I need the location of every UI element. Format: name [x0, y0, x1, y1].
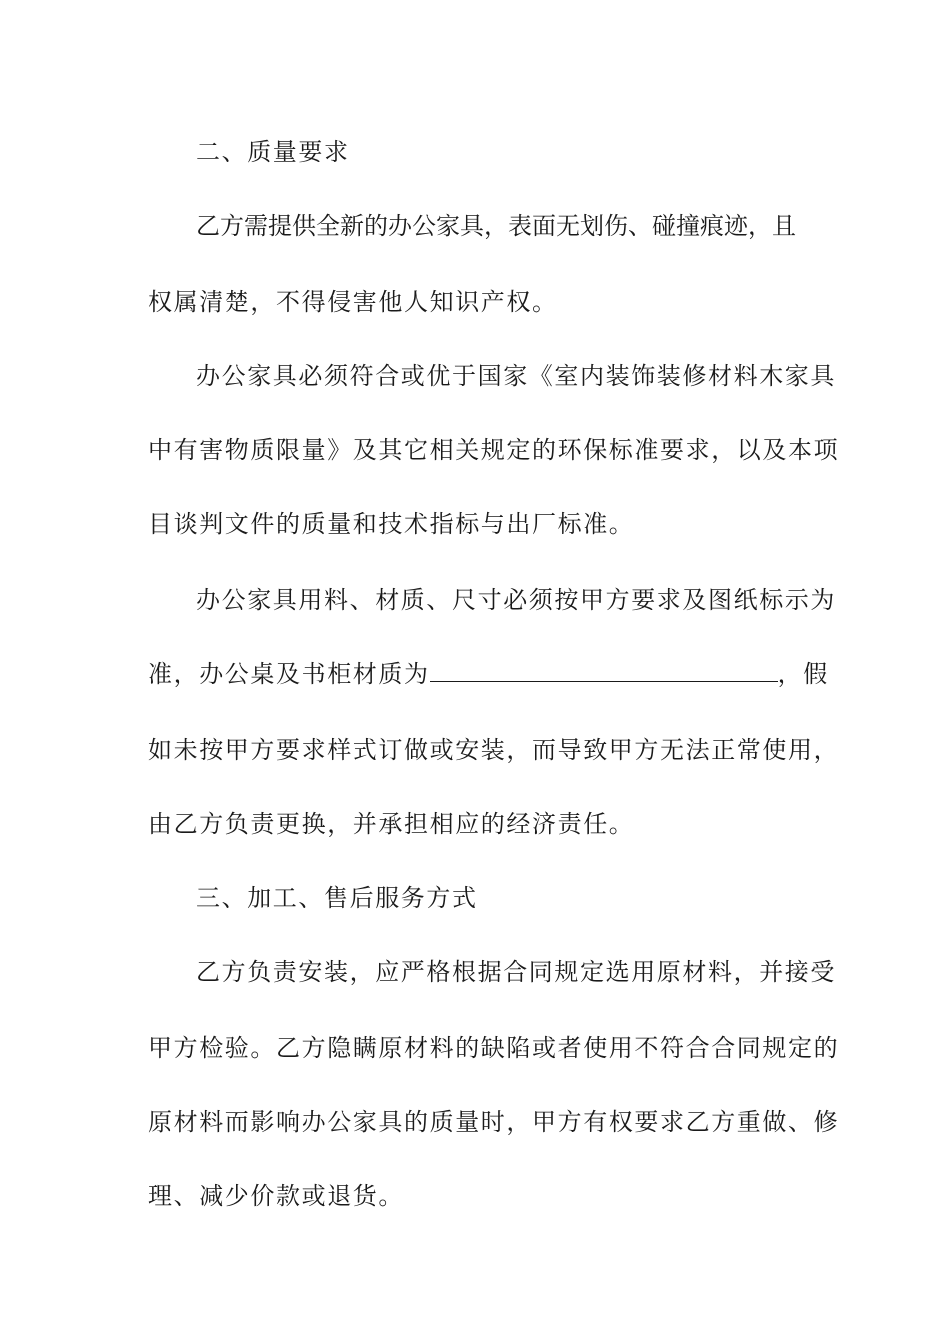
- paragraph-2-line-1: 办公家具必须符合或优于国家《室内装饰装修材料木家具: [196, 362, 836, 390]
- paragraph-1-line-2: 权属清楚，不得侵害他人知识产权。: [148, 288, 558, 316]
- paragraph-3-line-4: 由乙方负责更换，并承担相应的经济责任。: [148, 810, 635, 838]
- paragraph-2-line-3: 目谈判文件的质量和技术指标与出厂标准。: [148, 510, 635, 538]
- section-heading-quality: 二、质量要求: [196, 138, 350, 166]
- material-label-tail: ，假: [777, 660, 829, 688]
- material-fill-in-blank: [430, 659, 778, 682]
- paragraph-3-line-3: 如未按甲方要求样式订做或安装，而导致甲方无法正常使用，: [148, 736, 840, 764]
- paragraph-1-line-1-text: 乙方需提供全新的办公家具，表面无划伤、碰撞痕迹，且: [196, 212, 796, 240]
- paragraph-1-line-1: [196, 210, 808, 242]
- paragraph-4-line-2: 甲方检验。乙方隐瞒原材料的缺陷或者使用不符合合同规定的: [148, 1034, 840, 1062]
- paragraph-3-line-1: 办公家具用料、材质、尺寸必须按甲方要求及图纸标示为: [196, 586, 836, 614]
- material-label-text: 准，办公桌及书柜材质为: [148, 660, 430, 688]
- paragraph-4-line-1: 乙方负责安装，应严格根据合同规定选用原材料，并接受: [196, 958, 836, 986]
- paragraph-2-line-2: 中有害物质限量》及其它相关规定的环保标准要求，以及本项: [148, 436, 840, 464]
- section-heading-processing: 三、加工、售后服务方式: [196, 884, 478, 912]
- paragraph-4-line-3: 原材料而影响办公家具的质量时，甲方有权要求乙方重做、修: [148, 1108, 840, 1136]
- paragraph-4-line-4: 理、减少价款或退货。: [148, 1182, 404, 1210]
- paragraph-3-line-2: [148, 658, 829, 690]
